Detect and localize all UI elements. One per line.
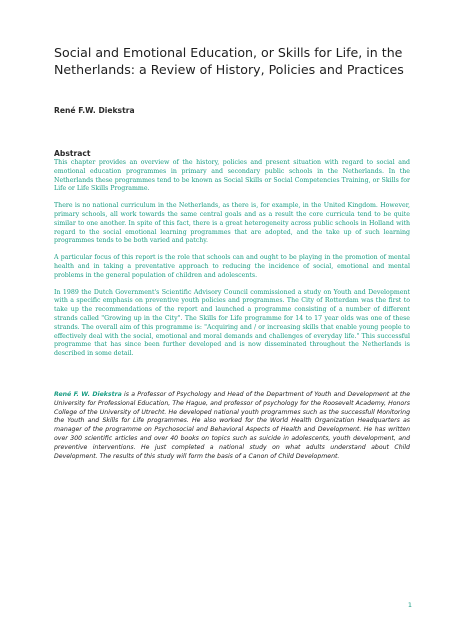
- page-title: Social and Emotional Education, or Skills for Life, in the Netherlands: a Review of History, Policies and Practices: [54, 45, 404, 77]
- bio-text: is a Professor of Psychology and Head of the Department of Youth and Development at the University for Professional Education, The Hague, and professor of psychology for the Roosevelt Academy, Honors College of the University of Utrecht. He developed national youth programmes such as the successfull Monitoring the Youth and Skills for Life programmes. He also worked for the World Health Organization Headquarters as manager of the programme on Psychosocial and Behavioral Aspects of Health and Development. He has written over 300 scientific articles and over 40 books on topics such as suicide in adolescents, youth development, and preventive interventions. He just completed a national study on what adults understand about Child Development. The results of this study will form the basis of a Canon of Child Development.: [54, 390, 410, 460]
- abstract-paragraph-2: There is no national curriculum in the Netherlands, as there is, for example, in the United Kingdom. However, primary schools, all work towards the same central goals and as a result the core curricula tend to be quite similar to one another. In spite of this fact, there is a great heterogeneity across public schools in Holland with regard to the social emotional learning programmes that are adopted, and the take up of such learning programmes tends to be both varied and patchy.: [54, 202, 410, 245]
- abstract-paragraph-4: In 1989 the Dutch Government's Scientific Advisory Council commissioned a study on Youth and Development with a specific emphasis on preventive youth policies and programmes. The City of Rotterdam was the first to take up the recommendations of the report and launched a programme consisting of a number of different strands called "Growing up in the City". The Skills for Life programme for 14 to 17 year olds was one of these strands. The overall aim of this programme is: "Acquiring and / or increasing skills that enable young people to effectively deal with the social, emotional and moral demands and challenges of everyday life." This successful programme that has since been further developed and is now disseminated throughout the Netherlands is described in some detail.: [54, 288, 410, 358]
- abstract-body: [54, 159, 410, 359]
- abstract-heading: Abstract: [54, 149, 91, 158]
- page-number: 1: [407, 601, 412, 609]
- abstract-paragraph-3: A particular focus of this report is the role that schools can and ought to be playing in the promotion of mental health and in taking a preventative approach to reducing the incidence of social, emotional and mental problems in the general population of children and adolescents.: [54, 254, 410, 279]
- author-bio: [54, 391, 410, 461]
- bio-author-name: René F. W. Diekstra: [54, 390, 122, 398]
- abstract-paragraph-1: This chapter provides an overview of the history, policies and present situation with regard to social and emotional education programmes in primary and secondary public schools in the Netherlands. In the Netherlands these programmes tend to be known as Social Skills or Social Competencies Training, or Skills for Life or Life Skills Programme.: [54, 159, 410, 193]
- author-name: René F.W. Diekstra: [54, 106, 135, 115]
